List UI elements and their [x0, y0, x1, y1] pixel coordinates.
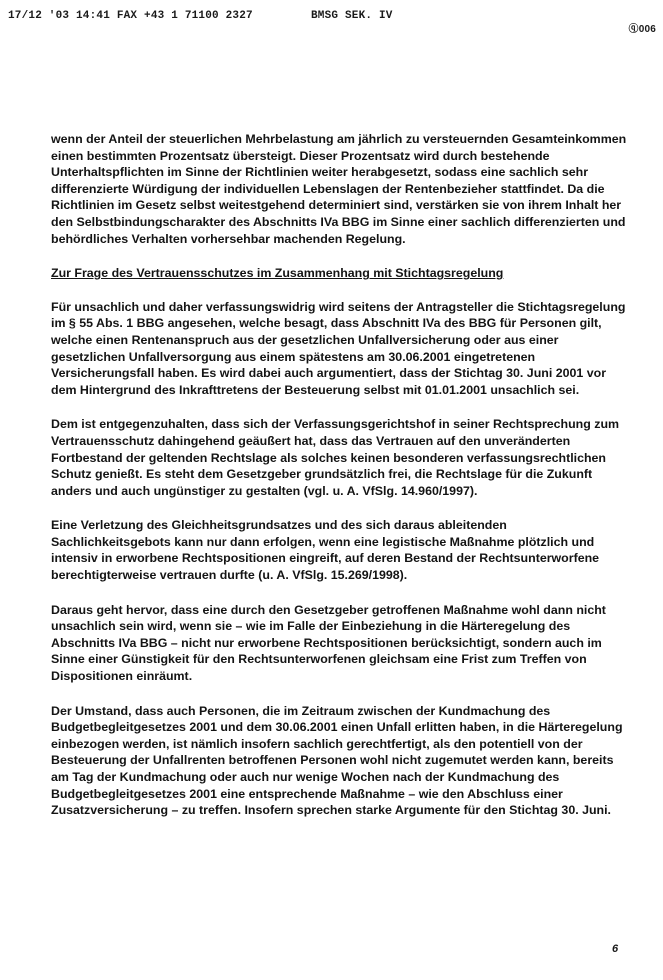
document-body	[51, 131, 629, 837]
paragraph: Dem ist entgegenzuhalten, dass sich der Verfassungsgerichtshof in seiner Rechtsprechung zum Vertrauensschutz dahingehend geäußert hat, dass das Vertrauen auf den unveränderten Fortbestand der geltenden Rechtslage als solches keinen besonderen verfassungsrechtlichen Schutz genießt. Es steht dem Gesetzgeber grundsätzlich frei, die Rechtslage für die Zukunft anders und auch ungünstiger zu gestalten (vgl. u. A. VfSlg. 14.960/1997).	[51, 417, 620, 498]
paragraph: Daraus geht hervor, dass eine durch den Gesetzgeber getroffenen Maßnahme wohl dann nicht unsachlich sein wird, wenn sie – wie im Falle der Einbeziehung in die Härteregelung des Abschnitts IVa BBG – nicht nur erworbene Rechtspositionen berücksichtigt, sondern auch im Sinne einer Günstigkeit für den Rechtsunterworfenen gleichsam eine Frist zum Treffen von Dispositionen einräumt.	[51, 602, 606, 684]
paragraph: Eine Verletzung des Gleichheitsgrundsatzes und des sich daraus ableitenden Sachlichkeitsgebots kann nur dann erfolgen, wenn eine legistische Maßnahme plötzlich und intensiv in erworbene Rechtspositionen eingreift, auf deren Bestand der Rechtsunterworfene berechtigterweise vertrauen durfte (u. A. VfSlg. 15.269/1998).	[51, 518, 600, 583]
fax-sender-label: BMSG SEK. IV	[311, 10, 393, 22]
section-heading: Zur Frage des Vertrauensschutzes im Zusammenhang mit Stichtagsregelung	[51, 266, 504, 281]
paragraph: Für unsachlich und daher verfassungswidrig wird seitens der Antragsteller die Stichtagsregelung im § 55 Abs. 1 BBG angesehen, welche besagt, dass Abschnitt IVa des BBG für Personen gilt, welche einen Rentenanspruch aus der gesetzlichen Unfallversicherung oder aus einer gesetzlichen Unfallversorgung aus einem spätestens am 30.06.2001 eingetretenen Versicherungsfall haben. Es wird dabei auch argumentiert, dass der Stichtag 30. Juni 2001 vor dem Hintergrund des Inkrafttretens der Besteuerung selbst mit 01.01.2001 unsachlich sei.	[51, 299, 626, 397]
fax-transmission-line: 17/12 '03 14:41 FAX +43 1 71100 2327	[8, 10, 253, 22]
paragraph: wenn der Anteil der steuerlichen Mehrbelastung am jährlich zu versteuernden Gesamteinkommen einen bestimmten Prozentsatz übersteigt. Dieser Prozentsatz wird durch bestehende Unterhaltspflichten im Sinne der Richtlinien weiter herabgesetzt, sodass eine sachlich sehr differenzierte Würdigung der individuellen Lebenslagen der Rentenbezieher stattfindet. Da die Richtlinien im Gesetz selbst weitestgehend determiniert sind, verstärken sie von ihrem Inhalt her den Selbstbindungscharakter des Abschnitts IVa BBG im Sinne einer sachlich differenzierten und behördliches Verhalten vorhersehbar machenden Regelung.	[51, 132, 627, 246]
fax-page-counter: ⓠ006	[628, 24, 656, 35]
paragraph: Der Umstand, dass auch Personen, die im Zeitraum zwischen der Kundmachung des Budgetbegleitgesetzes 2001 und dem 30.06.2001 einen Unfall erlitten haben, in die Härteregelung einbezogen werden, ist nämlich insofern sachlich gerechtfertigt, als den potentiell von der Besteuerung der Unfallrenten betroffenen Personen wohl nicht zugemutet werden kann, bereits am Tag der Kundmachung oder auch nur wenige Wochen nach der Kundmachung des Budgetbegleitgesetzes 2001 eine entsprechende Maßnahme – wie den Abschluss einer Zusatzversicherung – zu treffen. Insofern sprechen starke Argumente für den Stichtag 30. Juni.	[51, 703, 623, 818]
page-number: 6	[612, 943, 619, 955]
fax-header	[8, 10, 656, 35]
